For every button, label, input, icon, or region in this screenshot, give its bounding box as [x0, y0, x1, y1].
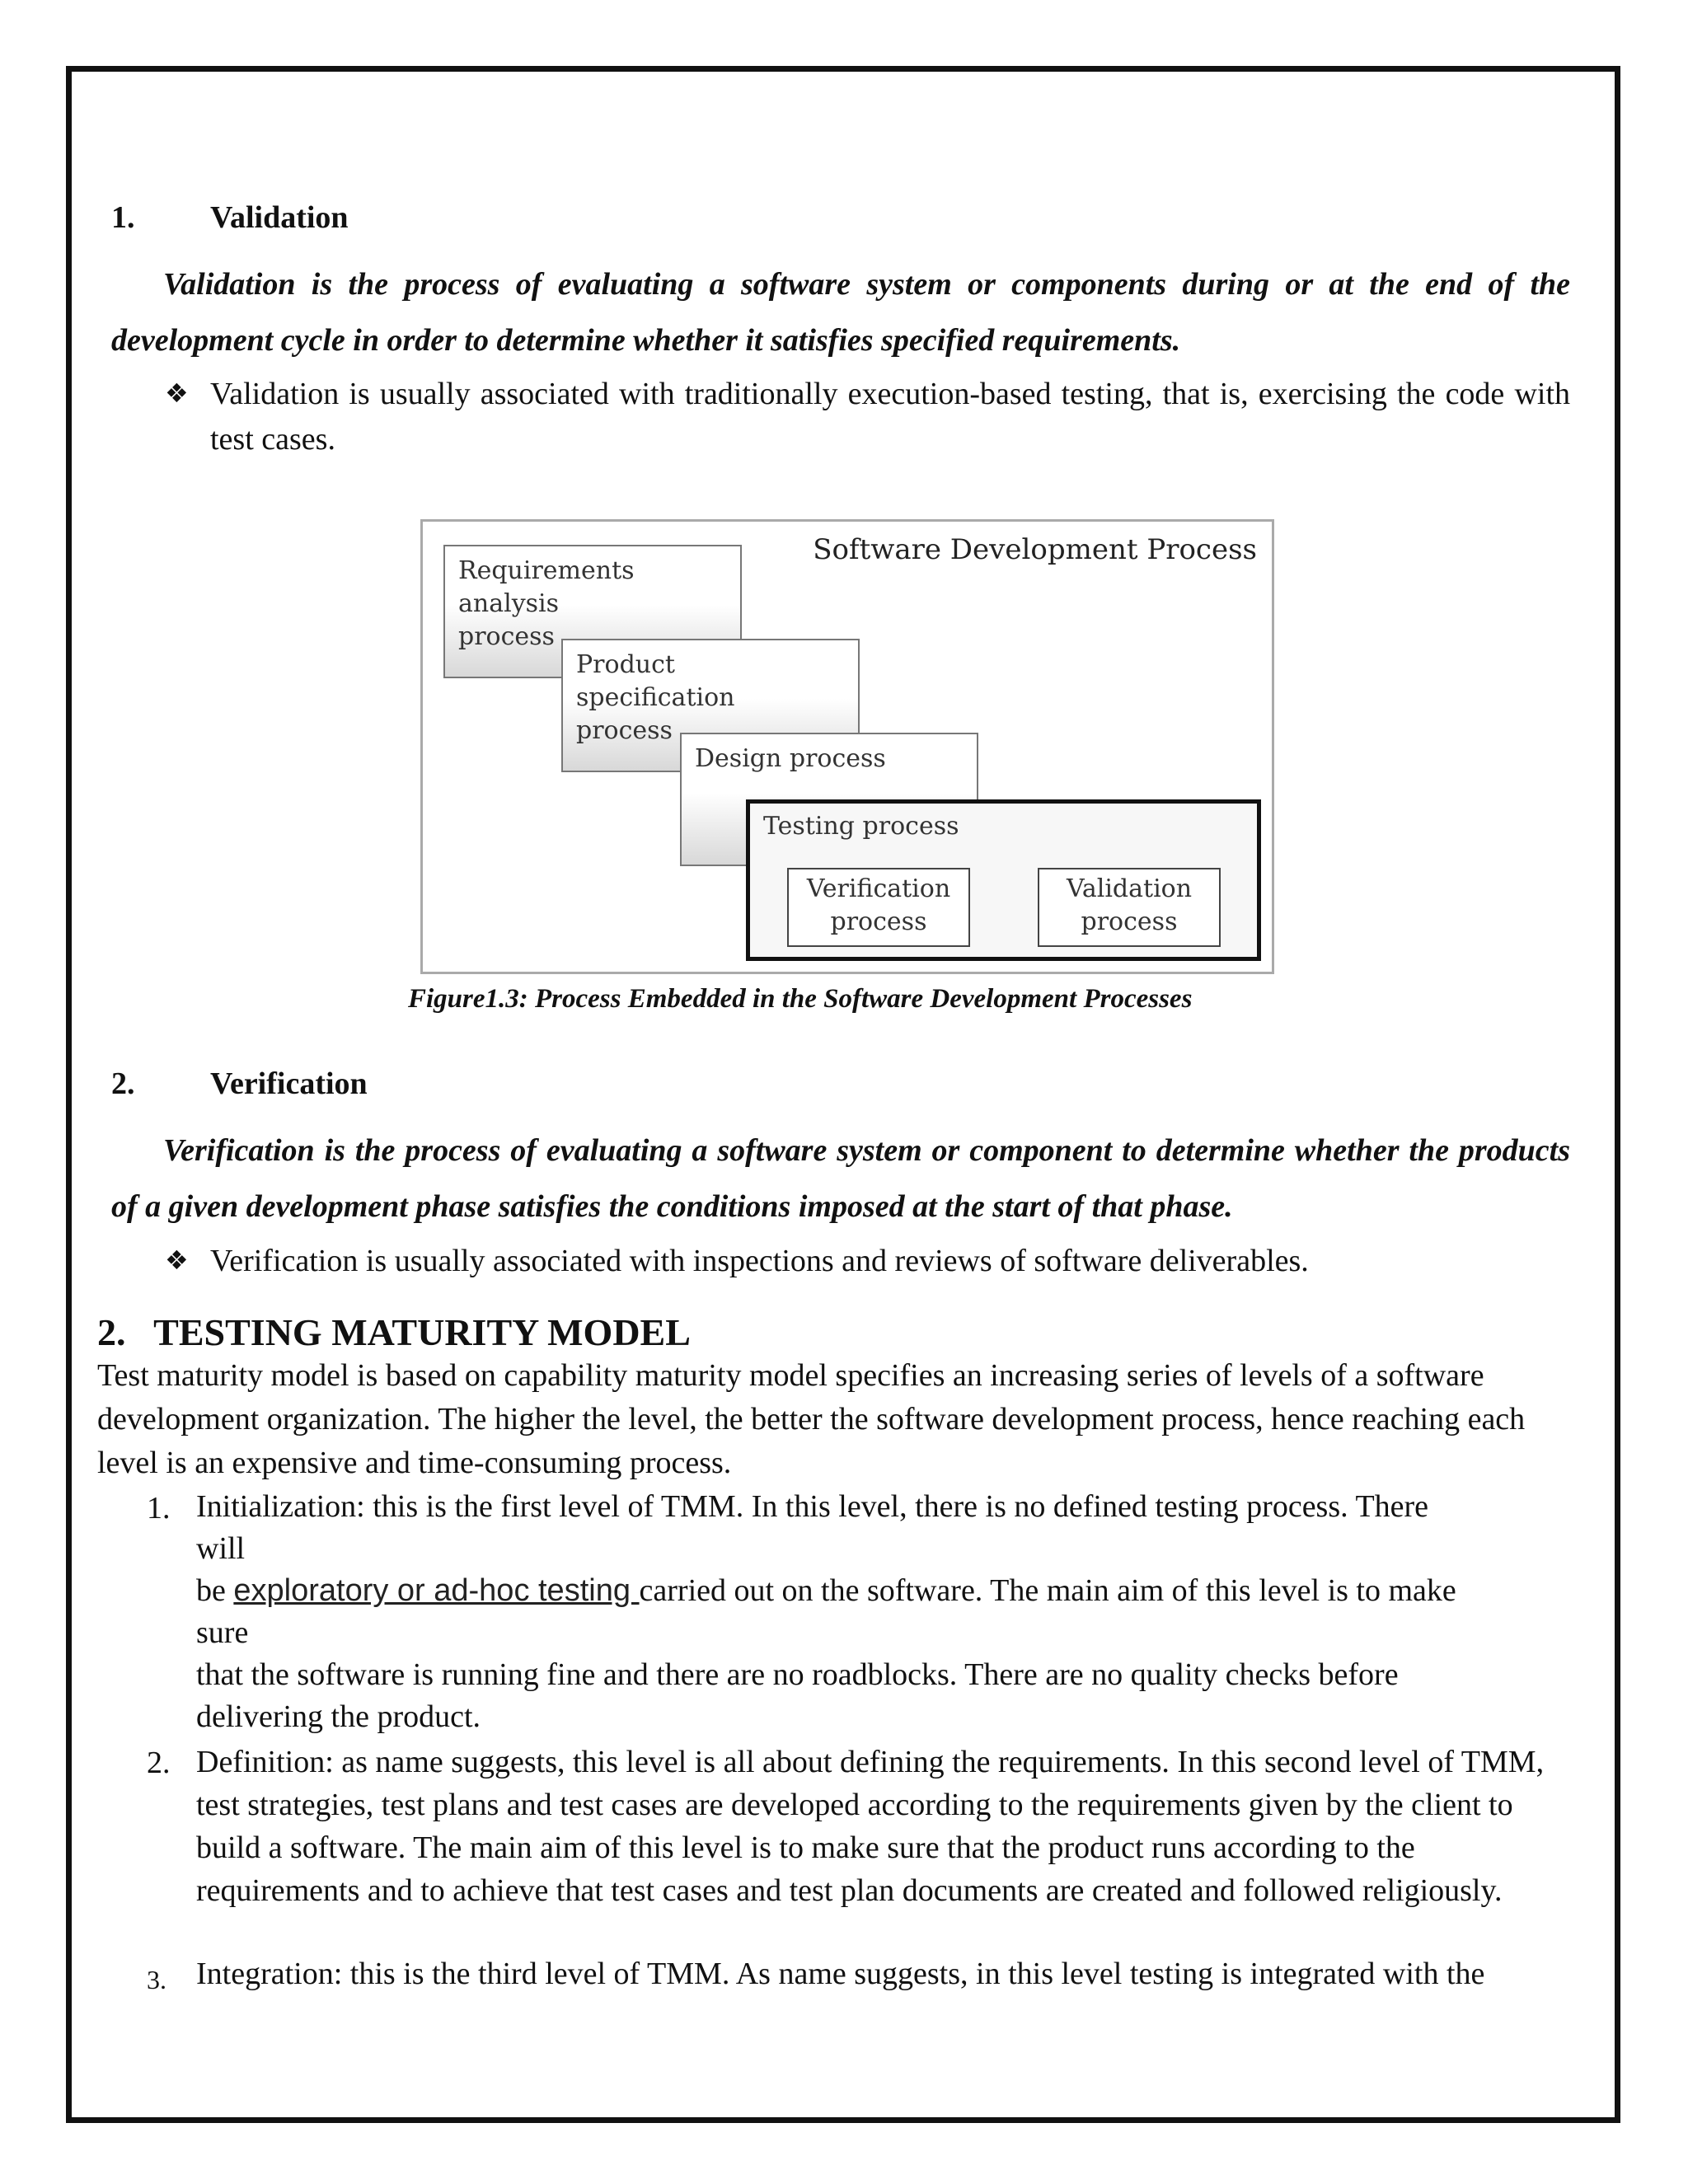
figure-caption: Figure1.3: Process Embedded in the Software Development Processes [408, 984, 1193, 1014]
figure-title: Software Development Process [813, 533, 1257, 566]
validation-number: 1. [111, 200, 135, 235]
item1-line3-prefix: be [196, 1573, 234, 1608]
exploratory-testing-link[interactable]: exploratory or ad-hoc testing [233, 1573, 640, 1608]
validation-bullet-text: Validation is usually associated with traditionally execution-based testing, that is, exercising the code with test cases. [210, 377, 1570, 457]
verification-heading: Verification [210, 1066, 368, 1101]
item1-line4: sure [196, 1615, 249, 1650]
verification-definition: Verification is the process of evaluating a software system or component to determine whether the products of a given development phase satisfies the conditions imposed at the start of that phase. [111, 1133, 1570, 1224]
item1-line1: Initialization: this is the first level of TMM. In this level, there is no defined testing process. There [196, 1489, 1429, 1524]
tmm-heading: 2. TESTING MATURITY MODEL [97, 1311, 691, 1353]
list-number-1: 1. [147, 1491, 171, 1526]
validation-definition: Validation is the process of evaluating a software system or components during or at the end of the development cycle in order to determine whether it satisfies specified requirements. [111, 267, 1570, 358]
list-item-initialization [196, 1486, 1573, 1738]
item1-line2: will [196, 1531, 246, 1566]
item1-line3 [196, 1570, 1573, 1612]
list-item-integration: Integration: this is the third level of TMM. As name suggests, in this level testing is integrated with the [196, 1957, 1485, 1991]
testing-process-box [746, 799, 1261, 961]
verification-process-box: Verification process [787, 868, 970, 947]
software-development-process-figure [420, 519, 1274, 974]
validation-process-box: Validation process [1038, 868, 1221, 947]
list-item-definition: Definition: as name suggests, this level is all about defining the requirements. In this second level of TMM, test strategies, test plans and test cases are developed according to the requirements given by the client to build a software. The main aim of this level is to make sure that the product runs according to the requirements and to achieve that test cases and test plan documents are created and followed religiously. [196, 1745, 1545, 1908]
product-specification-label: Product specification process [576, 650, 735, 745]
testing-process-label: Testing process [763, 812, 959, 841]
verification-number: 2. [111, 1066, 135, 1101]
validation-heading: Validation [210, 200, 349, 235]
diamond-bullet-icon: ❖ [165, 1244, 189, 1276]
tmm-intro: Test maturity model is based on capability maturity model specifies an increasing series of levels of a software development organization. The higher the level, the better the software development process, hence reaching each level is an expensive and time-consuming process. [97, 1358, 1526, 1480]
item1-line3-suffix: carried out on the software. The main aim of this level is to make [639, 1573, 1456, 1608]
diamond-bullet-icon: ❖ [165, 377, 189, 409]
design-process-label: Design process [695, 744, 886, 773]
item1-line5: that the software is running fine and there are no roadblocks. There are no quality checks before [196, 1657, 1399, 1692]
verification-bullet-text: Verification is usually associated with inspections and reviews of software deliverables. [210, 1244, 1309, 1278]
item1-line6: delivering the product. [196, 1699, 481, 1734]
list-number-3: 3. [147, 1965, 166, 1994]
requirements-analysis-label: Requirements analysis process [458, 556, 635, 651]
list-number-2: 2. [147, 1746, 171, 1780]
